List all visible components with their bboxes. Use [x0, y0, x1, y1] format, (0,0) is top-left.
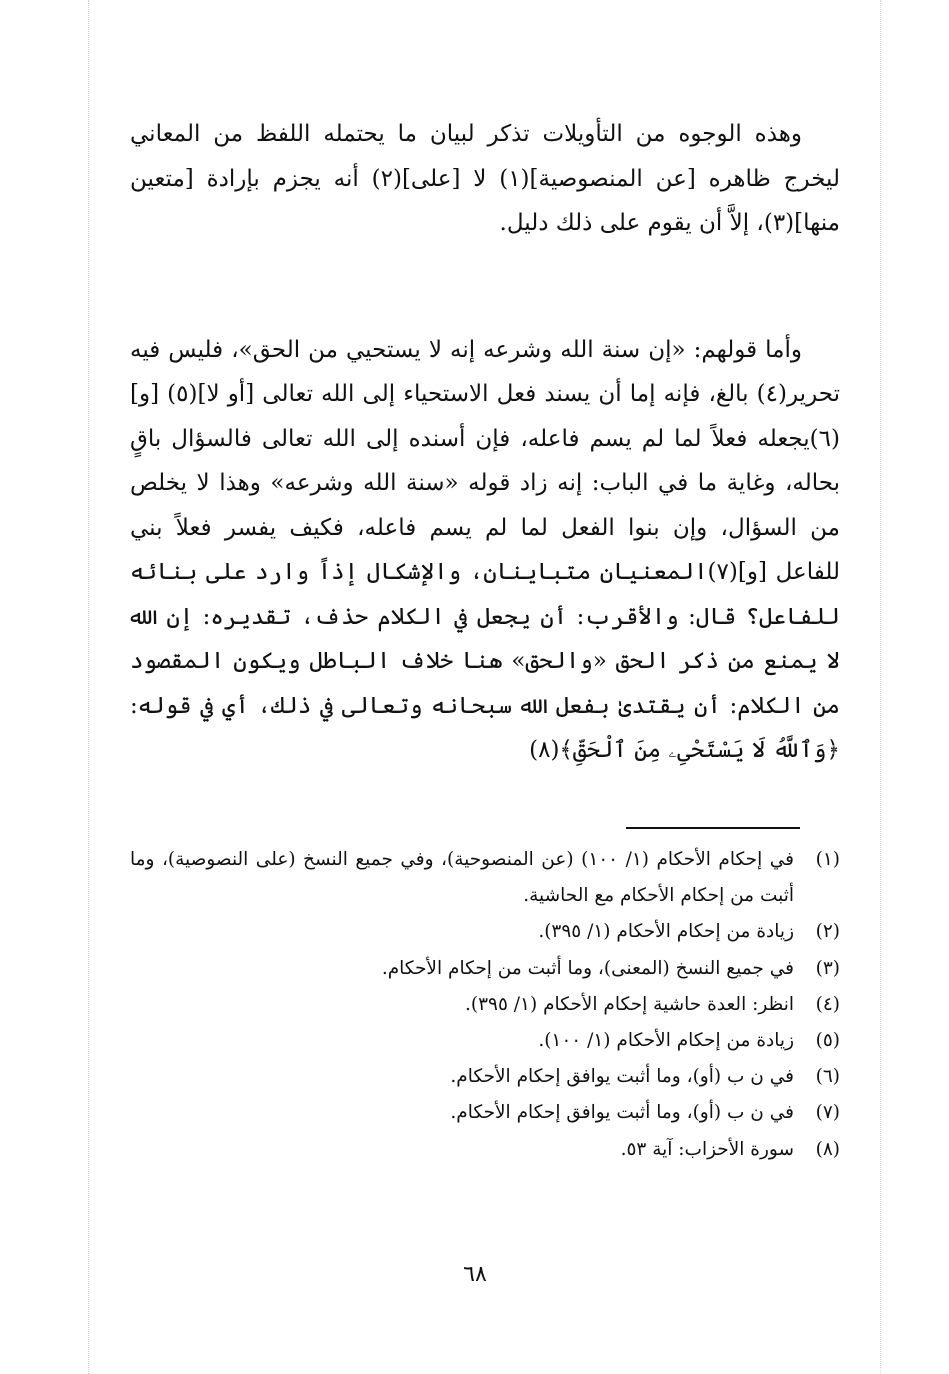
footnote-number: (٣)	[815, 957, 840, 979]
footnote-number: (٧)	[815, 1102, 840, 1124]
footnote-number: (٨)	[815, 1138, 840, 1160]
footnote-1	[130, 842, 840, 914]
footnote-text: زيادة من إحكام الأحكام (١/ ٣٩٥).	[538, 921, 794, 943]
paragraph-2: وأما قولهم: «إن سنة الله وشرعه إنه لا يستحيي من الحق»، فليس فيه تحرير(٤) بالغ، فإنه إما أن يسند فعل الاستحياء إلى الله تعالى [أو لا](٥) [و](٦)يجعله فعلاً لما لم يسم فاعله، فإن أسنده إلى الله تعالى فالسؤال باقٍ بحاله، وغاية ما في الباب: إنه زاد قوله «سنة الله وشرعه» وهذا لا يخلص من السؤال، وإن بنوا الفعل لما لم يسم فاعله، فكيف يفسر فعلاً بني للفاعل [و](٧)المعنيان متباينان، والإشكال إذاً وارد على بنائه للفاعل؟ قال: والأقرب: أن يجعل في الكلام حذف، تقديره: إن الله لا يمنع من ذكر الحق «والحق» هنا خلاف الباطل ويكون المقصود من الكلام: أن يقتدىٰ بفعل الله سبحانه وتعالى في ذلك، أي في قوله: ﴿وَٱللَّهُ لَا يَسْتَحْىِۦ مِنَ ٱلْحَقِّ﴾(٨)	[130, 336, 841, 763]
scan-margin-right	[880, 0, 881, 1374]
main-text	[130, 112, 840, 773]
footnote-number: (٤)	[815, 993, 840, 1015]
footnote-text: في ن ب (أو)، وما أثبت يوافق إحكام الأحكام.	[450, 1102, 794, 1124]
footnote-number: (٥)	[815, 1030, 840, 1052]
footnote-3	[130, 951, 840, 987]
footnote-text: في جميع النسخ (المعنى)، وما أثبت من إحكام الأحكام.	[381, 957, 794, 979]
footnote-2	[130, 914, 840, 950]
footnote-text: زيادة من إحكام الأحكام (١/ ١٠٠).	[538, 1030, 794, 1052]
footnote-number: (١)	[815, 849, 840, 870]
footnote-number: (٢)	[815, 921, 840, 943]
footnote-5	[130, 1023, 840, 1059]
scan-margin-left	[88, 0, 89, 1374]
footnote-6	[130, 1059, 840, 1095]
footnote-8	[130, 1132, 840, 1168]
footnote-7	[130, 1095, 840, 1131]
paragraph-1: وهذه الوجوه من التأويلات تذكر لبيان ما يحتمله اللفظ من المعاني ليخرج ظاهره [عن المنصوصية](١) لا [على](٢) أنه يجزم بإرادة [متعين منها](٣)، إلاَّ أن يقوم على ذلك دليل.	[130, 121, 840, 236]
footnote-number: (٦)	[815, 1066, 840, 1088]
page-number: ٦٨	[463, 1262, 487, 1287]
footnote-text: سورة الأحزاب: آية ٥٣.	[620, 1138, 794, 1160]
footnote-4	[130, 987, 840, 1023]
footnotes	[130, 842, 840, 1168]
footnote-text: في إحكام الأحكام (١/ ١٠٠) (عن المنصوحية)، وفي جميع النسخ (على النصوصية)، وما أثبت من إحكام الأحكام مع الحاشية.	[130, 849, 794, 907]
footnote-text: في ن ب (أو)، وما أثبت يوافق إحكام الأحكام.	[450, 1066, 794, 1088]
footnote-separator	[626, 827, 800, 829]
paragraph-gap	[130, 246, 840, 328]
footnote-text: انظر: العدة حاشية إحكام الأحكام (١/ ٣٩٥).	[464, 993, 794, 1015]
